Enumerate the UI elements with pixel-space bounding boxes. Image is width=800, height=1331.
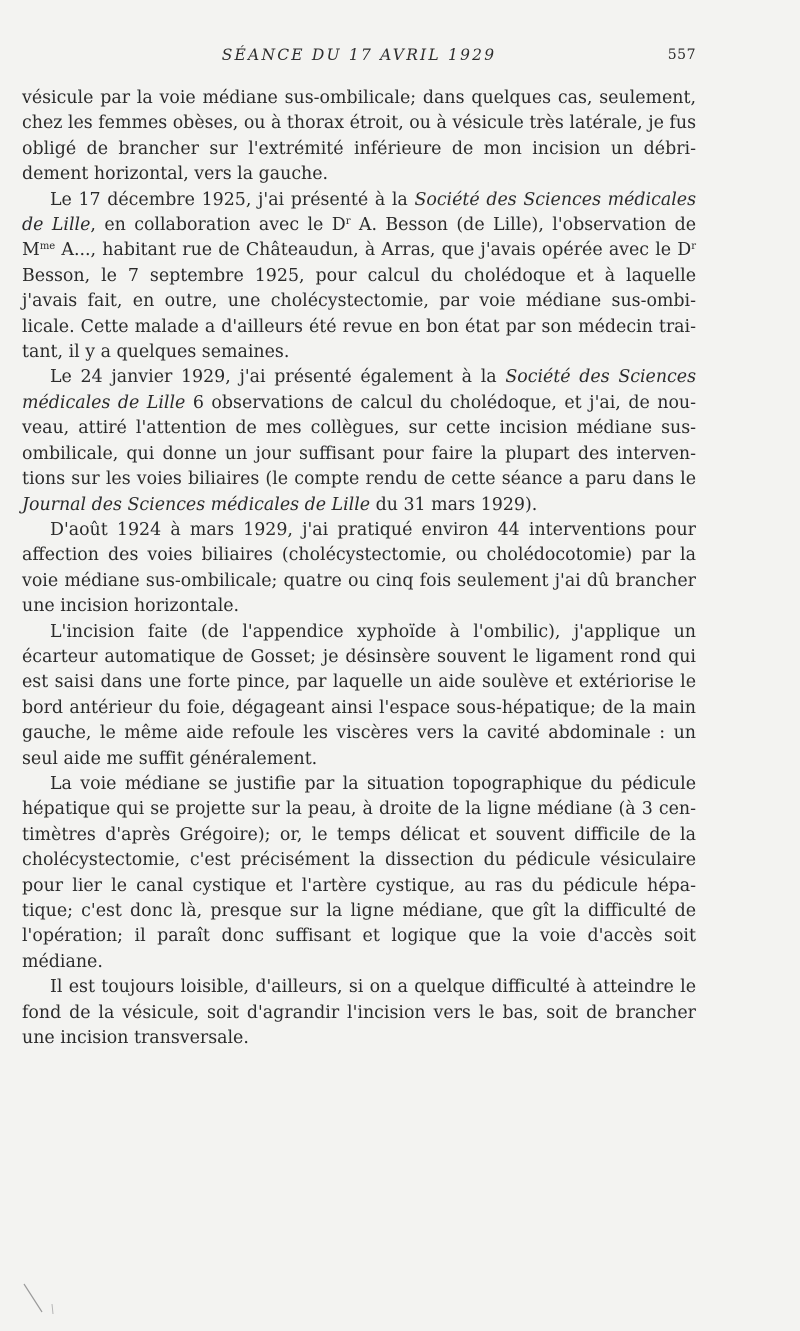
paragraph-2-text-2: , en collaboration avec le D (90, 215, 346, 236)
paragraph-6: La voie médiane se justifie par la situation topographique du pédicule hépatique qui se projette sur la peau, à droite de la ligne médiane (à 3 centimètres d'après Grégoire); or, le temps délicat et souvent difficile de la cholécystectomie, c'est précisément la dissection du pédicule vésiculaire pour lier le canal cystique et l'artère cystique, au ras du pédicule hépatique; c'est donc là, presque sur la ligne médiane, que gît la difficulté de l'opération; il paraît donc suffisant et logique que la voie d'accès soit médiane. (22, 773, 696, 972)
paragraph-2-text-5: Besson, le 7 septembre 1925, pour calcul du cholédoque et à laquelle j'avais fait, en outre, une cholécystectomie, par voie médiane sus-ombilicale. Cette malade a d'ailleurs été revue en bon état par son médecin traitant, il y a quelques semaines. (22, 265, 696, 363)
paragraph-3 (22, 365, 696, 517)
doctor-abbrev-sup: r (691, 241, 696, 253)
doctor-abbrev-sup: r (345, 216, 351, 228)
paragraph-2-text-4: A..., habitant rue de Châteaudun, à Arras, que j'avais opérée avec le D (55, 240, 692, 261)
paragraph-3-text-2: 6 observations de calcul du cholédoque, et j'ai, de nouveau, attiré l'attention de mes collègues, sur cette incision médiane sus-ombilicale, qui donne un jour suffisant pour faire la plupart des interventions sur les voies biliaires (le compte rendu de cette séance a paru dans le (22, 392, 697, 490)
body-text (22, 86, 696, 1051)
madame-abbrev-sup: me (39, 241, 56, 253)
society-name-italic: Société des Sciences médicales de Lille (22, 367, 696, 413)
society-name-italic: Société des Sciences médicales de Lille (22, 189, 697, 236)
paragraph-4: D'août 1924 à mars 1929, j'ai pratiqué environ 44 interventions pour affection des voies biliaires (cholécystectomie, ou cholédocotomie) par la voie médiane sus-ombilicale; quatre ou cinq fois seulement j'ai dû brancher une incision horizontale. (22, 519, 696, 617)
pencil-stroke-mark (22, 1278, 58, 1318)
paragraph-3-text-1: Le 24 janvier 1929, j'ai présenté également à la (50, 367, 506, 388)
running-head: SÉANCE DU 17 AVRIL 1929 (221, 46, 497, 64)
page-header (22, 42, 696, 72)
page-number: 557 (667, 47, 696, 63)
journal-name-italic: Journal des Sciences médicales de Lille (22, 494, 371, 515)
paragraph-7: Il est toujours loisible, d'ailleurs, si on a quelque difficulté à atteindre le fond de la vésicule, soit d'agrandir l'incision vers le bas, soit de brancher une incision transversale. (22, 977, 696, 1049)
paragraph-2-text-1: Le 17 décembre 1925, j'ai présenté à la (50, 189, 415, 210)
paragraph-1: vésicule par la voie médiane sus-ombilicale; dans quelques cas, seulement, chez les femmes obèses, ou à thorax étroit, ou à vésicule très latérale, je fus obligé de brancher sur l'extrémité inférieure de mon incision un débridement horizontal, vers la gauche. (22, 88, 696, 185)
paragraph-3-text-3: du 31 mars 1929). (370, 494, 538, 515)
paragraph-2 (22, 188, 696, 366)
paragraph-2-text-3: A. Besson (de Lille), l'observation de M (22, 215, 697, 261)
paragraph-5: L'incision faite (de l'appendice xyphoïde à l'ombilic), j'applique un écarteur automatique de Gosset; je désinsère souvent le ligament rond qui est saisi dans une forte pince, par laquelle un aide soulève et extériorise le bord antérieur du foie, dégageant ainsi l'espace sous-hépatique; de la main gauche, le même aide refoule les viscères vers la cavité abdominale : un seul aide me suffit généralement. (22, 621, 696, 769)
